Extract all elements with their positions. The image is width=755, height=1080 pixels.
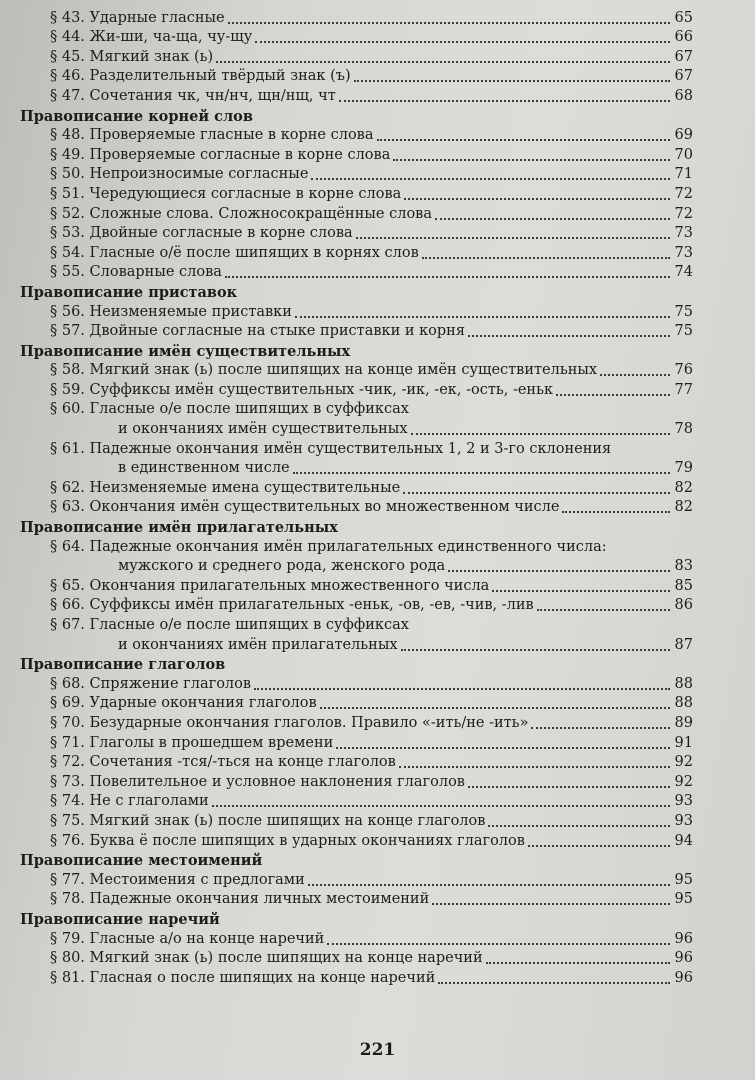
toc-entry-title: § 63. Окончания имён существительных во множественном числе (50, 499, 560, 516)
toc-entry (0, 400, 755, 420)
toc-page-number: 93 (674, 812, 693, 829)
toc-entry-title: § 76. Буква ё после шипящих в ударных окончаниях глаголов (50, 832, 525, 849)
dot-leader (216, 59, 670, 63)
dot-leader (401, 647, 670, 651)
toc-entry-title: § 59. Суффиксы имён существительных -чик, -ик, -ек, -ость, -еньк (50, 381, 554, 398)
toc-entry (0, 478, 755, 498)
dot-leader (399, 764, 670, 768)
toc-entry (0, 361, 755, 381)
dot-leader (225, 274, 670, 278)
toc-entry-title: § 56. Неизменяемые приставки (50, 303, 292, 320)
toc-entry (0, 322, 755, 342)
dot-leader (448, 568, 670, 572)
dot-leader (393, 157, 670, 161)
toc-entry-title: § 54. Гласные о/ё после шипящих в корнях слов (50, 244, 419, 261)
toc-entry-title: § 48. Проверяемые гласные в корне слова (50, 127, 374, 144)
toc-entry (0, 263, 755, 283)
toc-entry (0, 204, 755, 224)
dot-leader (531, 725, 670, 729)
toc-page-number: 71 (674, 166, 693, 183)
toc-entry-title: § 66. Суффиксы имён прилагательных -еньк, -ов, -ев, -чив, -лив (50, 597, 534, 614)
toc-entry (0, 635, 755, 655)
toc-entry-title: § 79. Гласные а/о на конце наречий (50, 930, 325, 947)
dot-leader (403, 490, 670, 494)
toc-page-number: 75 (674, 303, 693, 320)
toc-entry (0, 792, 755, 812)
dot-leader (468, 784, 670, 788)
toc-page-number: 93 (674, 793, 693, 810)
section-heading (0, 655, 755, 675)
toc-entry (0, 713, 755, 733)
toc-entry (0, 459, 755, 479)
section-heading-text: Правописание наречий (20, 910, 220, 928)
page-number: 221 (359, 1040, 396, 1060)
toc-entry-title: § 81. Гласная о после шипящих на конце наречий (50, 969, 436, 986)
toc-entry (0, 8, 755, 28)
toc-entry-title: § 78. Падежные окончания личных местоимений (50, 891, 430, 908)
toc-entry-title: § 57. Двойные согласные на стыке приставки и корня (50, 323, 465, 340)
dot-leader (556, 392, 670, 396)
dot-leader (327, 941, 670, 945)
toc-entry (0, 380, 755, 400)
dot-leader (488, 823, 670, 827)
toc-page-number: 67 (674, 68, 693, 85)
toc-page-number: 94 (674, 832, 693, 849)
toc-entry (0, 772, 755, 792)
toc-entry-title: § 70. Безударные окончания глаголов. Правило «-ить/не -ить» (50, 714, 529, 731)
toc-entry (0, 890, 755, 910)
toc-entry (0, 47, 755, 67)
toc-page-number: 95 (674, 891, 693, 908)
toc-entry (0, 439, 755, 459)
dot-leader (212, 803, 670, 807)
toc-page-number: 74 (674, 264, 693, 281)
toc-entry (0, 968, 755, 988)
dot-leader (377, 137, 671, 141)
toc-entry (0, 870, 755, 890)
toc-entry-title: § 80. Мягкий знак (ь) после шипящих на конце наречий (50, 950, 483, 967)
dot-leader (411, 431, 670, 435)
toc-entry (0, 576, 755, 596)
toc-entry (0, 165, 755, 185)
toc-entry-title: § 67. Гласные о/е после шипящих в суффиксах (50, 617, 409, 633)
dot-leader (562, 509, 670, 513)
toc-page-number: 79 (674, 460, 693, 477)
toc-entry-title: § 47. Сочетания чк, чн/нч, щн/нщ, чт (50, 87, 336, 104)
dot-leader (528, 843, 670, 847)
section-heading (0, 282, 755, 302)
toc-entry (0, 86, 755, 106)
section-heading (0, 851, 755, 871)
toc-entry-title: § 51. Чередующиеся согласные в корне слова (50, 185, 402, 202)
dot-leader (293, 470, 670, 474)
toc-page-number: 86 (674, 597, 693, 614)
toc-page-number: 73 (674, 225, 693, 242)
table-of-contents (0, 8, 755, 988)
toc-page-number: 69 (674, 127, 693, 144)
toc-page-number: 78 (674, 421, 693, 438)
toc-entry-title: § 43. Ударные гласные (50, 9, 225, 26)
toc-page-number: 65 (674, 9, 693, 26)
toc-entry (0, 67, 755, 87)
toc-entry (0, 949, 755, 969)
section-heading-text: Правописание глаголов (20, 656, 226, 674)
toc-entry (0, 596, 755, 616)
toc-entry (0, 811, 755, 831)
toc-page-number: 70 (674, 146, 693, 163)
toc-entry-title: § 62. Неизменяемые имена существительные (50, 479, 401, 496)
dot-leader (438, 980, 670, 984)
toc-page-number: 66 (674, 29, 693, 46)
toc-entry-title: § 60. Гласные о/е после шипящих в суффиксах (50, 401, 409, 418)
toc-page-number: 72 (674, 205, 693, 222)
dot-leader (356, 235, 670, 239)
toc-entry-title: § 75. Мягкий знак (ь) после шипящих на конце глаголов (50, 812, 486, 829)
dot-leader (354, 78, 670, 82)
dot-leader (600, 372, 670, 376)
toc-entry-title: § 49. Проверяемые согласные в корне слова (50, 146, 391, 163)
toc-page-number: 92 (674, 773, 693, 790)
toc-entry-title: § 61. Падежные окончания имён существительных 1, 2 и 3-го склонения (50, 440, 612, 457)
toc-entry (0, 419, 755, 439)
toc-entry (0, 302, 755, 322)
dot-leader (295, 314, 670, 318)
dot-leader (404, 196, 670, 200)
toc-page-number: 88 (674, 675, 693, 692)
toc-entry (0, 557, 755, 577)
toc-entry (0, 126, 755, 146)
toc-page-number: 91 (674, 734, 693, 751)
toc-entry (0, 243, 755, 263)
toc-entry-title: § 52. Сложные слова. Сложносокращённые слова (50, 205, 432, 222)
toc-page-number: 82 (674, 479, 693, 496)
toc-page-number: 96 (674, 969, 693, 986)
toc-entry (0, 733, 755, 753)
toc-entry (0, 929, 755, 949)
toc-entry-title: § 65. Окончания прилагательных множественного числа (50, 577, 490, 594)
section-heading-text: Правописание имён существительных (20, 342, 351, 360)
toc-entry-title: § 69. Ударные окончания глаголов (50, 695, 317, 712)
dot-leader (492, 588, 670, 592)
toc-page-number: 96 (674, 930, 693, 947)
dot-leader (311, 176, 670, 180)
toc-page-number: 95 (674, 871, 693, 888)
toc-entry (0, 615, 755, 635)
dot-leader (339, 98, 670, 102)
section-heading-text: Правописание корней слов (20, 107, 253, 125)
toc-entry-title: и окончаниях имён существительных (118, 421, 408, 438)
toc-entry (0, 184, 755, 204)
section-heading (0, 517, 755, 537)
toc-entry (0, 498, 755, 518)
dot-leader (336, 745, 670, 749)
toc-entry (0, 537, 755, 557)
toc-page-number: 88 (674, 695, 693, 712)
toc-page-number: 68 (674, 87, 693, 104)
section-heading-text: Правописание местоимений (20, 852, 263, 870)
dot-leader (228, 20, 670, 24)
toc-entry-title: и окончаниях имён прилагательных (118, 636, 398, 653)
section-heading (0, 106, 755, 126)
dot-leader (254, 686, 670, 690)
toc-entry-title: § 50. Непроизносимые согласные (50, 166, 309, 183)
toc-page-number: 87 (674, 636, 693, 653)
toc-page-number: 76 (674, 362, 693, 379)
toc-page-number: 77 (674, 381, 693, 398)
toc-entry (0, 753, 755, 773)
dot-leader (468, 333, 670, 337)
toc-page-number: 92 (674, 754, 693, 771)
toc-entry-title: § 55. Словарные слова (50, 264, 222, 281)
section-heading-text: Правописание имён прилагательных (20, 519, 338, 537)
toc-page-number: 82 (674, 499, 693, 516)
toc-entry-title: § 53. Двойные согласные в корне слова (50, 225, 353, 242)
toc-page-number: 72 (674, 185, 693, 202)
toc-entry (0, 694, 755, 714)
toc-page-number: 89 (674, 714, 693, 731)
toc-page-number: 73 (674, 244, 693, 261)
toc-entry-title: § 58. Мягкий знак (ь) после шипящих на конце имён существительных (50, 362, 598, 379)
dot-leader (537, 607, 670, 611)
toc-page-number: 96 (674, 950, 693, 967)
toc-entry (0, 28, 755, 48)
toc-entry-title: § 68. Спряжение глаголов (50, 675, 252, 692)
toc-page-number: 75 (674, 323, 693, 340)
toc-entry-title: § 45. Мягкий знак (ь) (50, 48, 214, 65)
dot-leader (308, 882, 670, 886)
toc-entry-title: § 71. Глаголы в прошедшем времени (50, 734, 334, 751)
toc-entry (0, 224, 755, 244)
toc-entry-title: мужского и среднего рода, женского рода (118, 558, 446, 575)
toc-entry-title: § 73. Повелительное и условное наклонения глаголов (50, 773, 465, 790)
toc-page-number: 85 (674, 577, 693, 594)
toc-page-number: 83 (674, 558, 693, 575)
dot-leader (255, 39, 670, 43)
dot-leader (320, 705, 670, 709)
dot-leader (435, 216, 670, 220)
dot-leader (422, 255, 670, 259)
toc-entry (0, 831, 755, 851)
toc-entry-title: § 46. Разделительный твёрдый знак (ъ) (50, 68, 351, 85)
section-heading (0, 909, 755, 929)
toc-page-number: 67 (674, 48, 693, 65)
toc-entry-title: в единственном числе (118, 460, 290, 477)
toc-entry-title: § 64. Падежные окончания имён прилагательных единственного числа: (50, 538, 607, 555)
dot-leader (486, 960, 670, 964)
section-heading-text: Правописание приставок (20, 283, 238, 301)
toc-entry-title: § 72. Сочетания -тся/-ться на конце глаголов (50, 754, 396, 771)
toc-entry-title: § 77. Местоимения с предлогами (50, 871, 305, 888)
toc-entry (0, 674, 755, 694)
toc-entry-title: § 44. Жи-ши, ча-ща, чу-щу (50, 29, 253, 46)
toc-entry-title: § 74. Не с глаголами (50, 793, 209, 810)
dot-leader (432, 901, 670, 905)
section-heading (0, 341, 755, 361)
toc-entry (0, 145, 755, 165)
